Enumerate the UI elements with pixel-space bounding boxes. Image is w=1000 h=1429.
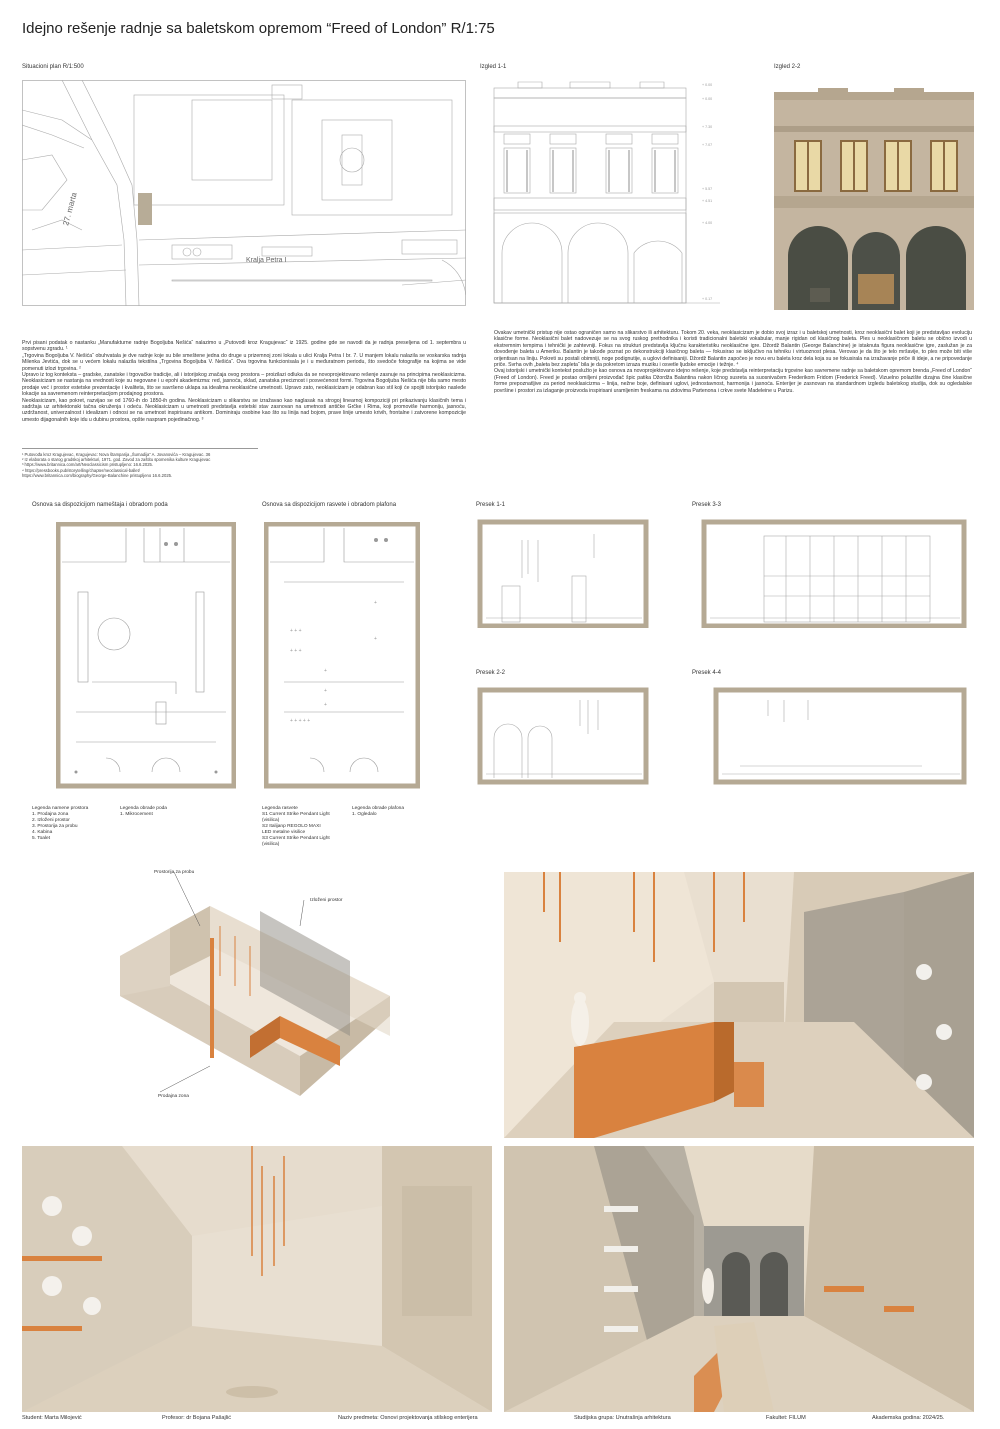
paragraph: Upravo iz tog konteksta – gradske, zanatske i trgovačke tradicije, ali i istorijskog značaja ovog prostora – proizilazi odluka da se novoprojektovano rešenje zasnuje na principima neoklasicizma. Neoklasicizam se nastanja na vrednosti koje su negovane i u epohi akademizma: red, jasnoća, sklad, zanatska preciznost i posvećenost formi. Trgovina Bogoljuba Nešića nije bila samo mesto prodaje već i prostor estetske prezentacije i kvaliteta, što se savršeno uklapa sa idealima neoklasične umetnosti. Upravo zato, neoklasicizam je odabran kao stil koji će spojiti istorijsko nasleđe lokacije sa savremenom reinterpretacijom prodajnog prostora. [22, 372, 466, 398]
legend-item: LED metalne visilice [262, 830, 306, 835]
legend-rooms [32, 806, 88, 842]
footer-professor: Profesor: dr Bojana Pašajlić [162, 1415, 232, 1421]
section-1-drawing [476, 518, 652, 628]
footnote: ⁴ https://pressbooks.pub/storytelling/chapter/neoclassical-ballet/ [22, 467, 140, 473]
floor-plan-furniture [56, 522, 236, 790]
street-label-27-marta: 27. marta [61, 191, 79, 227]
legend-item: 4. Kabina [32, 830, 53, 835]
footer-course: Naziv predmeta: Osnovi projektovanja stilskog enterijera [338, 1415, 478, 1421]
footnote: ² Iz elaborata o starog gradskoj arhitekturi, 1971. god. Zavod za zaštitu spomenika kulture Kragujevac [22, 457, 211, 463]
svg-text:+: + [374, 636, 377, 642]
paragraph: „Trgovina Bogoljuba V. Nešića“ obuhvatala je dve radnje koje su bile smeštene jedna do druge u prizemnoj zoni lokala u ulici Kralja Petra I br. 7. U manjem lokalu nalazila se voskarska radnja Milenka Jevtića, dok se u većem lokalu nalazila tekstilna „Trgovina Bogoljuba V. Nešića“. Ova trgovina funkcionisala je i u međuratnom periodu, što svedoče fotografije na kojima se vide pomenuti izlozi trgovina. ² [22, 352, 466, 372]
svg-text:+ 4.00: + 4.00 [702, 221, 713, 225]
legend-title: Legenda obrade poda [120, 806, 167, 811]
svg-text:+ + + + +: + + + + + [290, 718, 311, 724]
legend-item: S3 Current Strike Pendant Light [262, 836, 330, 841]
section-3-label: Presek 3-3 [692, 502, 722, 508]
axo-label-display: Izloženi prostor [310, 898, 343, 903]
svg-text:+ + +: + + + [290, 628, 302, 634]
svg-text:+: + [374, 600, 377, 606]
section-2-drawing [476, 686, 652, 786]
axo-label-sales-zone: Prodajna zona [158, 1094, 189, 1099]
legend-floor [120, 806, 167, 818]
text-column-right [494, 330, 972, 394]
legend-item: S2 Italijanp REGOLO MAXI [262, 824, 321, 829]
legend-item: 3. Prostorija za probu [32, 824, 78, 829]
legend-item: S1 Current Strike Pendant Light [262, 812, 330, 817]
footnote-divider [22, 448, 258, 449]
svg-text:+ 7.30: + 7.30 [702, 125, 713, 129]
legend-title: Legenda namene prostora [32, 806, 89, 811]
elevation-1-drawing [480, 78, 750, 316]
legend-title: Legenda obrade plafona [352, 806, 405, 811]
section-2-label: Presek 2-2 [476, 670, 506, 676]
paragraph: Ovakav umetnički pristup nije ostao ograničen samo na slikarstvo ili arhitekturu. Tokom 20. veka, neoklasicizam je dobio svoj izraz i u baletskoj umetnosti, kroz neoklasični balet koji je predstavljao evoluciju klasične forme. Neoklasični balet nadovezuje se na svog ruskog prethodnika i koristi tradicionalni baletski vokabular, manje rigidan od klasičnog baleta. Ples u neoklasičnom baletu se obično izvodi u ekstremnim tempima i tehnički je zahtevniji. Fokus na strukturi predstavlja ključnu karakteristiku neoklasične igre. Džordž Balantin (George Balanchine) je istaknuta figura neoklasične igre, zaslužan je za dovođenje baleta u Ameriku. Balantin je takođe poznat po dekonstrukciji klasičnog baleta — fokusirao se isključivo na tehniku i virtuoznost plesa. Verovao je da što je telo mršavije, to ples može biti više orijentisan na liniju. Pokreti su postali obimniji, noge podignutije, a uglovi definisaniji. Džordž Balantin započeo je novu eru baleta kroz dela koja su se fokusirala na izražavanje priče ili ideje, a ne pripovedanje priče. Svrha ovih „baleta bez zapleta“ bila je da pokretom izraza muziku i osvetle ljudske emocije i težnje. ⁴ [494, 330, 972, 369]
section-4-drawing [712, 686, 970, 786]
site-plan-label: Situacioni plan R/1:500 [22, 64, 84, 70]
svg-text:+: + [324, 702, 327, 708]
footer-student: Student: Marta Milojević [22, 1415, 82, 1421]
legend-ceiling [352, 806, 404, 818]
svg-text:+ 4.51: + 4.51 [702, 199, 713, 203]
legend-item: (visilica) [262, 818, 280, 823]
axo-label-fitting-room: Prostorija za probu [154, 870, 195, 875]
footer-group: Studijska grupa: Unutrašnja arhitektura [574, 1415, 671, 1421]
elevation-1-label: Izgled 1-1 [480, 64, 507, 70]
footnote: ¹ Putovođa kroz Kragujevac, Kragujevac: Nova štamparija „Šumadija“ A. Jovanovića – Kragujevac. 36 [22, 452, 211, 457]
text-column-left [22, 340, 466, 423]
section-4-label: Presek 4-4 [692, 670, 722, 676]
elevation-2-render [774, 78, 974, 310]
axonometric-view [100, 866, 400, 1116]
paragraph: Neoklasicizam, kao pokret, razvijao se od 1760-ih do 1850-ih godina. Neoklasicizam u slikarstvu se izražavao kao naglasak na strogoj linearnoj kompoziciji pri prikazivanju klasičnih tema i sadržaja uz arhitektonski tačna okruženja i odeću. Neoklasicizam u umetnosti predstavlja estetski stav zasnovan na umetnosti antičke Grčke i Rima, koji promoviše harmoniju, jasnoću, uzdržanost, univerzalnost i idealizam i odnosi se na umetnost inspirisanu antikom. Dominiraju osobine kao što su linija nad bojom, prave linije umesto krivih, frontalne i zatvorene kompozicije umesto dijagonalnih koje idu u dubinu prostora, opšte naspram pojedinačnog. ³ [22, 397, 466, 423]
svg-text:+ 0.00: + 0.00 [702, 83, 713, 87]
legend-title: Legenda rasvete [262, 806, 298, 811]
paragraph: Prvi pisani podatak o nastanku „Manufakturne radnje Bogoljuba Nešića“ nalazimo u „Putovođi kroz Kragujevac“ iz 1925. godine gde se navodi da je radnja preseljena od 1. septembra u sopstvenu zgradu. ¹ [22, 340, 466, 353]
svg-text:+ 5.57: + 5.57 [702, 187, 713, 191]
site-plan [22, 80, 466, 306]
street-label-kralja-petra: Kralja Petra I [246, 257, 287, 264]
footer-year: Akademska godina: 2024/25. [872, 1415, 945, 1421]
legend-item: (visilica) [262, 842, 280, 847]
legend-item: 1. Prodajna zona [32, 812, 69, 817]
plan-2-label: Osnova sa dispozicijom rasvete i obradom plafona [262, 502, 397, 508]
interior-render-2 [22, 1146, 492, 1412]
floor-plan-lighting [264, 522, 420, 790]
legend-item: 5. Toalet [32, 836, 51, 841]
footnote: https://www.britannica.com/biography/George-Balanchine pristupljeno 16.6.2025. [22, 472, 173, 478]
svg-text:+ + +: + + + [290, 648, 302, 654]
paragraph: Ovaj istorijski i umetnički kontekst poslužio je kao osnova za novoprojektovano idejno rešenje, koje predstavlja reinterpretaciju trgovine kao savremene radnje sa baletskom opremom brenda „Freed of London“ (Freed of London). Freed je postao omiljeni proizvođač špic patika Džordža Balantina nakon ličnog susreta sa suosnivačem Frederikom Fridom (Frederick Freed). Vizuelno polazište dizajna čine klasične forme prepoznatljive za period neoklasicizma – linija, nežne boje, definisani uglovi, jednostavnost, harmonija i jasnoća. Enterijer je zasnovan na standardnom izgledu baletskog studija, dok su ogledalske površine i prostori za izlaganje proizvoda inspirisani uramljenim freskama na zidovima Partenona i crkve svete Madeleine u Parizu. [494, 368, 972, 394]
interior-render-3 [504, 1146, 974, 1412]
elevation-2-label: Izgled 2-2 [774, 64, 801, 70]
svg-text:+: + [324, 668, 327, 674]
legend-lighting [262, 806, 330, 848]
legend-item: 1. Mikrocement [120, 812, 153, 817]
footnotes [22, 452, 322, 478]
svg-text:+ 0.17: + 0.17 [702, 297, 713, 301]
section-1-label: Presek 1-1 [476, 502, 506, 508]
plan-1-label: Osnova sa dispozicijom nameštaja i obradom poda [32, 502, 168, 508]
footer-faculty: Fakultet: FILUM [766, 1415, 806, 1421]
footnote: ³ https://www.britannica.com/art/Neoclassicism pristupljeno: 16.6.2025. [22, 462, 154, 468]
svg-text:+ 0.00: + 0.00 [702, 97, 713, 101]
legend-item: 2. Izloženi prostor [32, 818, 70, 823]
legend-item: 1. Ogledalo [352, 812, 377, 817]
interior-render-1 [504, 872, 974, 1138]
svg-text:+: + [324, 688, 327, 694]
svg-text:+ 7.07: + 7.07 [702, 143, 713, 147]
page-title: Idejno rešenje radnje sa baletskom opremom “Freed of London” R/1:75 [22, 20, 495, 37]
section-3-drawing [700, 518, 970, 628]
site-location-marker [138, 193, 152, 225]
